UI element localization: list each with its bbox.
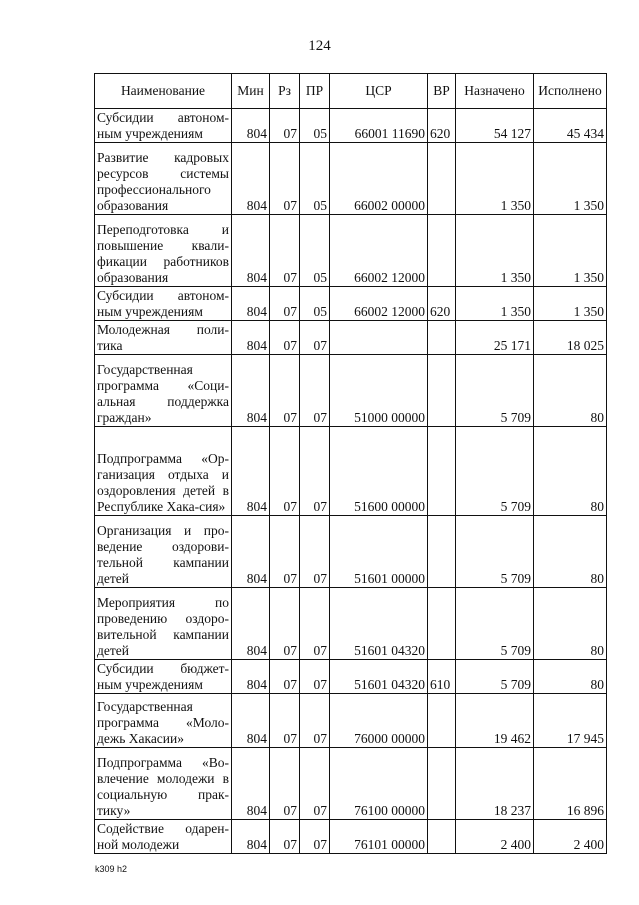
column-header-csr: ЦСР xyxy=(330,74,428,109)
cell-csr: 66002 12000 xyxy=(330,287,428,321)
cell-assigned: 1 350 xyxy=(456,215,534,287)
cell-assigned: 5 709 xyxy=(456,660,534,694)
table-row xyxy=(95,516,607,588)
cell-executed: 45 434 xyxy=(534,109,607,143)
cell-pr: 07 xyxy=(300,660,330,694)
cell-assigned: 5 709 xyxy=(456,588,534,660)
cell-vr xyxy=(428,694,456,748)
cell-vr xyxy=(428,427,456,516)
cell-executed: 1 350 xyxy=(534,215,607,287)
table-row xyxy=(95,660,607,694)
cell-rz: 07 xyxy=(270,143,300,215)
cell-min: 804 xyxy=(232,694,270,748)
cell-executed: 1 350 xyxy=(534,143,607,215)
cell-executed: 80 xyxy=(534,516,607,588)
column-header-name: Наименование xyxy=(95,74,232,109)
table-body xyxy=(95,109,607,854)
cell-min: 804 xyxy=(232,355,270,427)
table-row xyxy=(95,427,607,516)
cell-csr: 66002 00000 xyxy=(330,143,428,215)
table-row xyxy=(95,694,607,748)
cell-pr: 05 xyxy=(300,287,330,321)
table-row xyxy=(95,287,607,321)
cell-rz: 07 xyxy=(270,355,300,427)
cell-csr: 66001 11690 xyxy=(330,109,428,143)
cell-min: 804 xyxy=(232,215,270,287)
cell-min: 804 xyxy=(232,820,270,854)
cell-vr xyxy=(428,516,456,588)
cell-assigned: 18 237 xyxy=(456,748,534,820)
table-header-row xyxy=(95,74,607,109)
cell-csr: 66002 12000 xyxy=(330,215,428,287)
cell-min: 804 xyxy=(232,660,270,694)
column-header-vr: ВР xyxy=(428,74,456,109)
cell-csr: 76101 00000 xyxy=(330,820,428,854)
cell-name: Мероприятия по проведению оздоро-вительной кампании детей xyxy=(95,588,232,660)
cell-csr: 51000 00000 xyxy=(330,355,428,427)
cell-min: 804 xyxy=(232,109,270,143)
cell-rz: 07 xyxy=(270,748,300,820)
cell-name: Организация и про-ведение оздорови-тельной кампании детей xyxy=(95,516,232,588)
cell-assigned: 1 350 xyxy=(456,287,534,321)
cell-name: Развитие кадровых ресурсов системы профессионального образования xyxy=(95,143,232,215)
column-header-executed: Исполнено xyxy=(534,74,607,109)
cell-vr xyxy=(428,588,456,660)
cell-min: 804 xyxy=(232,516,270,588)
cell-name: Субсидии автоном-ным учреждениям xyxy=(95,109,232,143)
cell-assigned: 25 171 xyxy=(456,321,534,355)
cell-executed: 1 350 xyxy=(534,287,607,321)
cell-rz: 07 xyxy=(270,287,300,321)
cell-csr xyxy=(330,321,428,355)
cell-executed: 80 xyxy=(534,355,607,427)
cell-name: Государственная программа «Соци-альная поддержка граждан» xyxy=(95,355,232,427)
cell-min: 804 xyxy=(232,287,270,321)
cell-rz: 07 xyxy=(270,427,300,516)
cell-name: Подпрограмма «Во-влечение молодежи в социальную прак-тику» xyxy=(95,748,232,820)
cell-rz: 07 xyxy=(270,215,300,287)
cell-pr: 07 xyxy=(300,588,330,660)
table-row xyxy=(95,215,607,287)
cell-vr: 610 xyxy=(428,660,456,694)
cell-csr: 51601 04320 xyxy=(330,588,428,660)
cell-pr: 07 xyxy=(300,321,330,355)
cell-csr: 76000 00000 xyxy=(330,694,428,748)
cell-name: Подпрограмма «Ор-ганизация отдыха и оздоровления детей в Республике Хака-сия» xyxy=(95,427,232,516)
cell-vr: 620 xyxy=(428,109,456,143)
cell-min: 804 xyxy=(232,321,270,355)
cell-rz: 07 xyxy=(270,516,300,588)
cell-pr: 07 xyxy=(300,516,330,588)
cell-vr xyxy=(428,215,456,287)
cell-pr: 05 xyxy=(300,215,330,287)
column-header-rz: Рз xyxy=(270,74,300,109)
cell-name: Молодежная поли-тика xyxy=(95,321,232,355)
table-row xyxy=(95,355,607,427)
cell-csr: 51601 00000 xyxy=(330,516,428,588)
budget-table xyxy=(94,73,607,854)
cell-rz: 07 xyxy=(270,820,300,854)
cell-vr xyxy=(428,321,456,355)
cell-min: 804 xyxy=(232,427,270,516)
cell-pr: 05 xyxy=(300,109,330,143)
cell-rz: 07 xyxy=(270,109,300,143)
cell-vr xyxy=(428,355,456,427)
cell-executed: 18 025 xyxy=(534,321,607,355)
cell-pr: 07 xyxy=(300,694,330,748)
cell-executed: 2 400 xyxy=(534,820,607,854)
cell-vr: 620 xyxy=(428,287,456,321)
cell-rz: 07 xyxy=(270,660,300,694)
cell-name: Субсидии автоном-ным учреждениям xyxy=(95,287,232,321)
cell-pr: 07 xyxy=(300,355,330,427)
column-header-min: Мин xyxy=(232,74,270,109)
cell-rz: 07 xyxy=(270,588,300,660)
cell-name: Субсидии бюджет-ным учреждениям xyxy=(95,660,232,694)
cell-min: 804 xyxy=(232,748,270,820)
cell-pr: 05 xyxy=(300,143,330,215)
cell-name: Государственная программа «Моло-дежь Хакасии» xyxy=(95,694,232,748)
footer-code: k309 h2 xyxy=(95,864,128,874)
cell-assigned: 5 709 xyxy=(456,355,534,427)
cell-name: Содействие одарен-ной молодежи xyxy=(95,820,232,854)
cell-executed: 16 896 xyxy=(534,748,607,820)
cell-assigned: 54 127 xyxy=(456,109,534,143)
cell-executed: 80 xyxy=(534,427,607,516)
cell-executed: 80 xyxy=(534,660,607,694)
cell-assigned: 5 709 xyxy=(456,427,534,516)
column-header-pr: ПР xyxy=(300,74,330,109)
table-row xyxy=(95,109,607,143)
table-row xyxy=(95,321,607,355)
cell-name: Переподготовка и повышение квали-фикации работников образования xyxy=(95,215,232,287)
cell-assigned: 19 462 xyxy=(456,694,534,748)
table-row xyxy=(95,143,607,215)
cell-executed: 80 xyxy=(534,588,607,660)
cell-pr: 07 xyxy=(300,427,330,516)
cell-csr: 51601 04320 xyxy=(330,660,428,694)
cell-assigned: 1 350 xyxy=(456,143,534,215)
cell-rz: 07 xyxy=(270,694,300,748)
cell-min: 804 xyxy=(232,143,270,215)
cell-min: 804 xyxy=(232,588,270,660)
cell-pr: 07 xyxy=(300,820,330,854)
cell-vr xyxy=(428,748,456,820)
table-row xyxy=(95,820,607,854)
cell-pr: 07 xyxy=(300,748,330,820)
cell-vr xyxy=(428,820,456,854)
column-header-assigned: Назначено xyxy=(456,74,534,109)
cell-csr: 51600 00000 xyxy=(330,427,428,516)
page-number: 124 xyxy=(308,38,331,54)
cell-rz: 07 xyxy=(270,321,300,355)
table-row xyxy=(95,588,607,660)
cell-executed: 17 945 xyxy=(534,694,607,748)
cell-assigned: 5 709 xyxy=(456,516,534,588)
cell-csr: 76100 00000 xyxy=(330,748,428,820)
cell-vr xyxy=(428,143,456,215)
cell-assigned: 2 400 xyxy=(456,820,534,854)
table-row xyxy=(95,748,607,820)
